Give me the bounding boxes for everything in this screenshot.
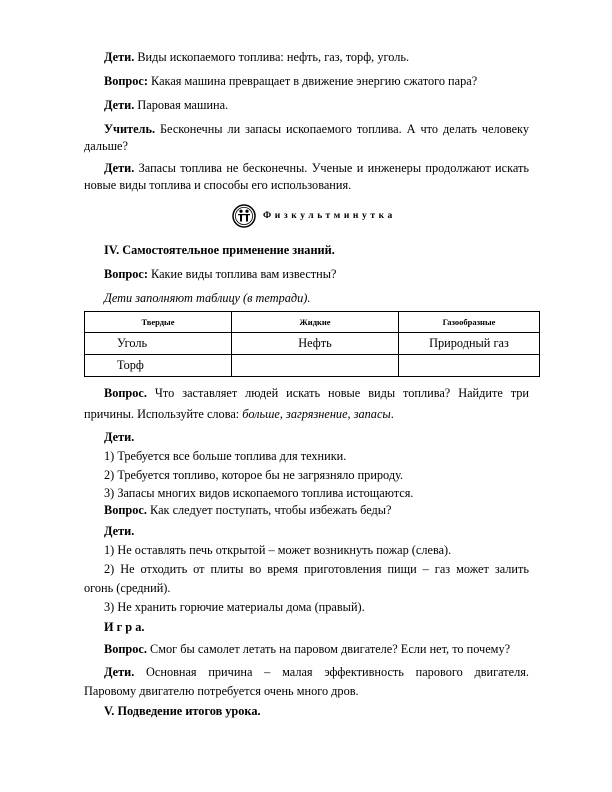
- period: .: [390, 407, 394, 421]
- paragraph-children-answer-4: [104, 665, 529, 680]
- separator: ,: [347, 407, 354, 421]
- section-header-physical-break: [232, 203, 396, 229]
- game-heading: [104, 620, 529, 635]
- list-item: 3) Запасы многих видов ископаемого топлива истощаются.: [104, 486, 414, 500]
- table-cell: Природный газ: [399, 333, 540, 355]
- paragraph-question-5: [104, 642, 529, 657]
- section-header-title: Физкультминутка: [263, 211, 396, 221]
- paragraph-children-label-2: [104, 524, 529, 539]
- speaker-label: Вопрос.: [104, 503, 147, 517]
- speaker-label: Дети.: [104, 161, 135, 175]
- paragraph-instruction: [104, 291, 529, 306]
- table-header-cell: Твердые: [85, 312, 232, 333]
- table-cell: Нефть: [232, 333, 399, 355]
- list-item-continuation: огонь (средний).: [84, 581, 171, 595]
- teacher-text: Бесконечны ли запасы ископаемого топлива. А что делать человеку: [155, 122, 529, 136]
- instruction-text: Дети заполняют таблицу (в тетради).: [104, 291, 311, 305]
- paragraph-children-answer-2: [104, 98, 529, 113]
- answer-text: Запасы топлива не бесконечны. Ученые и инженеры продолжают искать: [134, 161, 529, 175]
- keyword: запасы: [353, 407, 391, 421]
- paragraph-children-answer-3: [104, 161, 529, 176]
- answer-text: Основная причина – малая эффективность парового двигателя.: [134, 665, 529, 679]
- teacher-text-continuation: дальше?: [84, 139, 128, 153]
- table-cell: [399, 355, 540, 377]
- fuel-types-table: [84, 311, 540, 377]
- question-text: Какие виды топлива вам известны?: [147, 267, 337, 281]
- table-row: [85, 333, 540, 355]
- table-header-cell: Газообразные: [399, 312, 540, 333]
- answer-text-continuation: новые виды топлива и способы его использования.: [84, 178, 352, 192]
- paragraph-children-answer-1: [104, 50, 529, 65]
- keyword: загрязнение: [286, 407, 348, 421]
- speaker-label: Дети.: [104, 98, 135, 112]
- keyword: больше: [242, 407, 280, 421]
- list-item: 1) Не оставлять печь открытой – может возникнуть пожар (слева).: [104, 543, 452, 557]
- paragraph-question-3: [104, 386, 529, 401]
- question-text: Что заставляет людей искать новые виды топлива? Найдите три: [146, 386, 529, 400]
- answer-text: Паровая машина.: [134, 98, 229, 112]
- section-5-heading: [104, 704, 529, 719]
- speaker-label: Учитель.: [104, 122, 156, 136]
- speaker-label: Дети.: [104, 524, 135, 538]
- list-item: 2) Не отходить от плиты во время приготовления пищи – газ может залить: [104, 562, 529, 576]
- separator: ,: [279, 407, 287, 421]
- continuation-text: причины. Используйте слова:: [84, 407, 243, 421]
- question-text: Как следует поступать, чтобы избежать беды?: [146, 503, 392, 517]
- paragraph-question-1: [104, 74, 529, 89]
- speaker-label: Вопрос.: [104, 386, 147, 400]
- table-cell: [232, 355, 399, 377]
- list-item: 2) Требуется топливо, которое бы не загрязняло природу.: [104, 468, 404, 482]
- list-item: 1) Требуется все больше топлива для техники.: [104, 449, 347, 463]
- two-figures-emblem-icon: [232, 204, 256, 228]
- paragraph-children-label-1: [104, 430, 529, 445]
- answer-text: Виды ископаемого топлива: нефть, газ, торф, уголь.: [134, 50, 410, 64]
- speaker-label: Вопрос:: [104, 267, 148, 281]
- speaker-label: Дети.: [104, 430, 135, 444]
- speaker-label: Дети.: [104, 665, 135, 679]
- speaker-label: Дети.: [104, 50, 135, 64]
- question-text: Какая машина превращает в движение энергию сжатого пара?: [147, 74, 478, 88]
- paragraph-teacher: [104, 122, 529, 137]
- section-4-title: IV. Самостоятельное применение знаний.: [104, 243, 335, 257]
- table-cell: Торф: [85, 355, 232, 377]
- question-text-continuation: [84, 407, 529, 422]
- speaker-label: Вопрос:: [104, 74, 148, 88]
- table-row: [85, 355, 540, 377]
- list-item: 3) Не хранить горючие материалы дома (правый).: [104, 600, 365, 614]
- table-cell: Уголь: [85, 333, 232, 355]
- paragraph-question-4: [104, 503, 529, 518]
- section-5-title: V. Подведение итогов урока.: [104, 704, 261, 718]
- question-text: Смог бы самолет летать на паровом двигателе? Если нет, то почему?: [146, 642, 511, 656]
- table-header-cell: Жидкие: [232, 312, 399, 333]
- game-title: И г р а.: [104, 620, 145, 634]
- paragraph-question-2: [104, 267, 529, 282]
- section-4-heading: [104, 243, 529, 258]
- table-header-row: [85, 312, 540, 333]
- speaker-label: Вопрос.: [104, 642, 147, 656]
- answer-text-continuation: Паровому двигателю потребуется очень много дров.: [84, 684, 359, 698]
